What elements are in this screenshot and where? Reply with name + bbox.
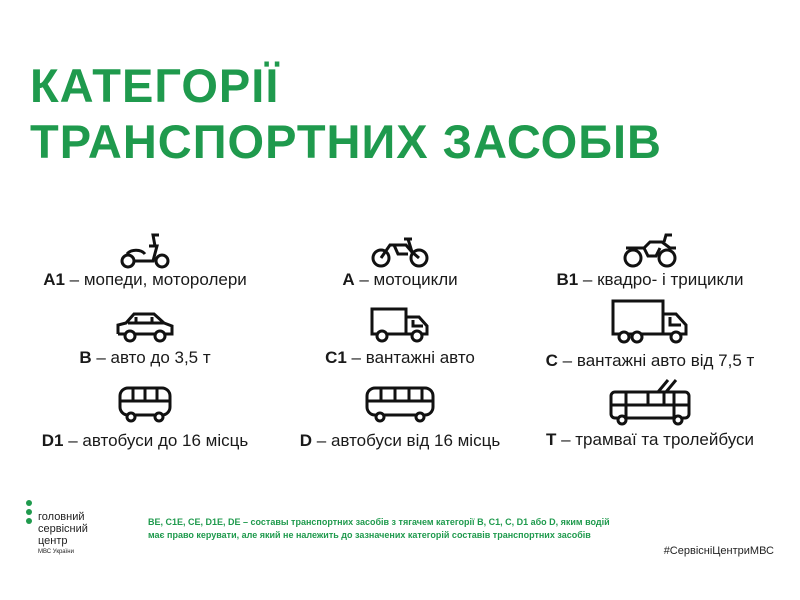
page-title: КАТЕГОРІЇ ТРАНСПОРТНИХ ЗАСОБІВ [30,59,662,168]
hashtag: #СервісніЦентриМВС [663,545,774,557]
minibus-icon [117,385,173,425]
big-truck-icon [610,298,690,346]
motorcycle-icon [370,230,430,270]
scooter-icon [119,230,171,270]
category-d: D – автобуси від 16 місць [270,385,530,451]
category-a1: A1 – мопеди, моторолери [15,230,275,290]
trolleybus-icon [608,378,692,426]
category-d1: D1 – автобуси до 16 місць [15,385,275,451]
logo-dots-icon [26,500,34,527]
category-b: B – авто до 3,5 т [15,309,275,368]
car-icon [114,309,176,345]
small-truck-icon [369,305,431,345]
category-a: A – мотоцикли [270,230,530,290]
quad-bike-icon [622,230,678,270]
footnote: BE, C1E, CE, D1E, DE – составы транспортних засобів з тягачем категорії B, C1, C, D1 або D, яким водій має право керувати, але який не належить до зазначених категорій составів транспортних засобів [148,517,610,540]
category-c1: C1 – вантажні авто [270,305,530,368]
category-c: C – вантажні авто від 7,5 т [520,298,780,371]
category-t: T – трамваї та тролейбуси [520,378,780,450]
bus-icon [364,385,436,425]
category-b1: B1 – квадро- і трицикли [520,230,780,290]
